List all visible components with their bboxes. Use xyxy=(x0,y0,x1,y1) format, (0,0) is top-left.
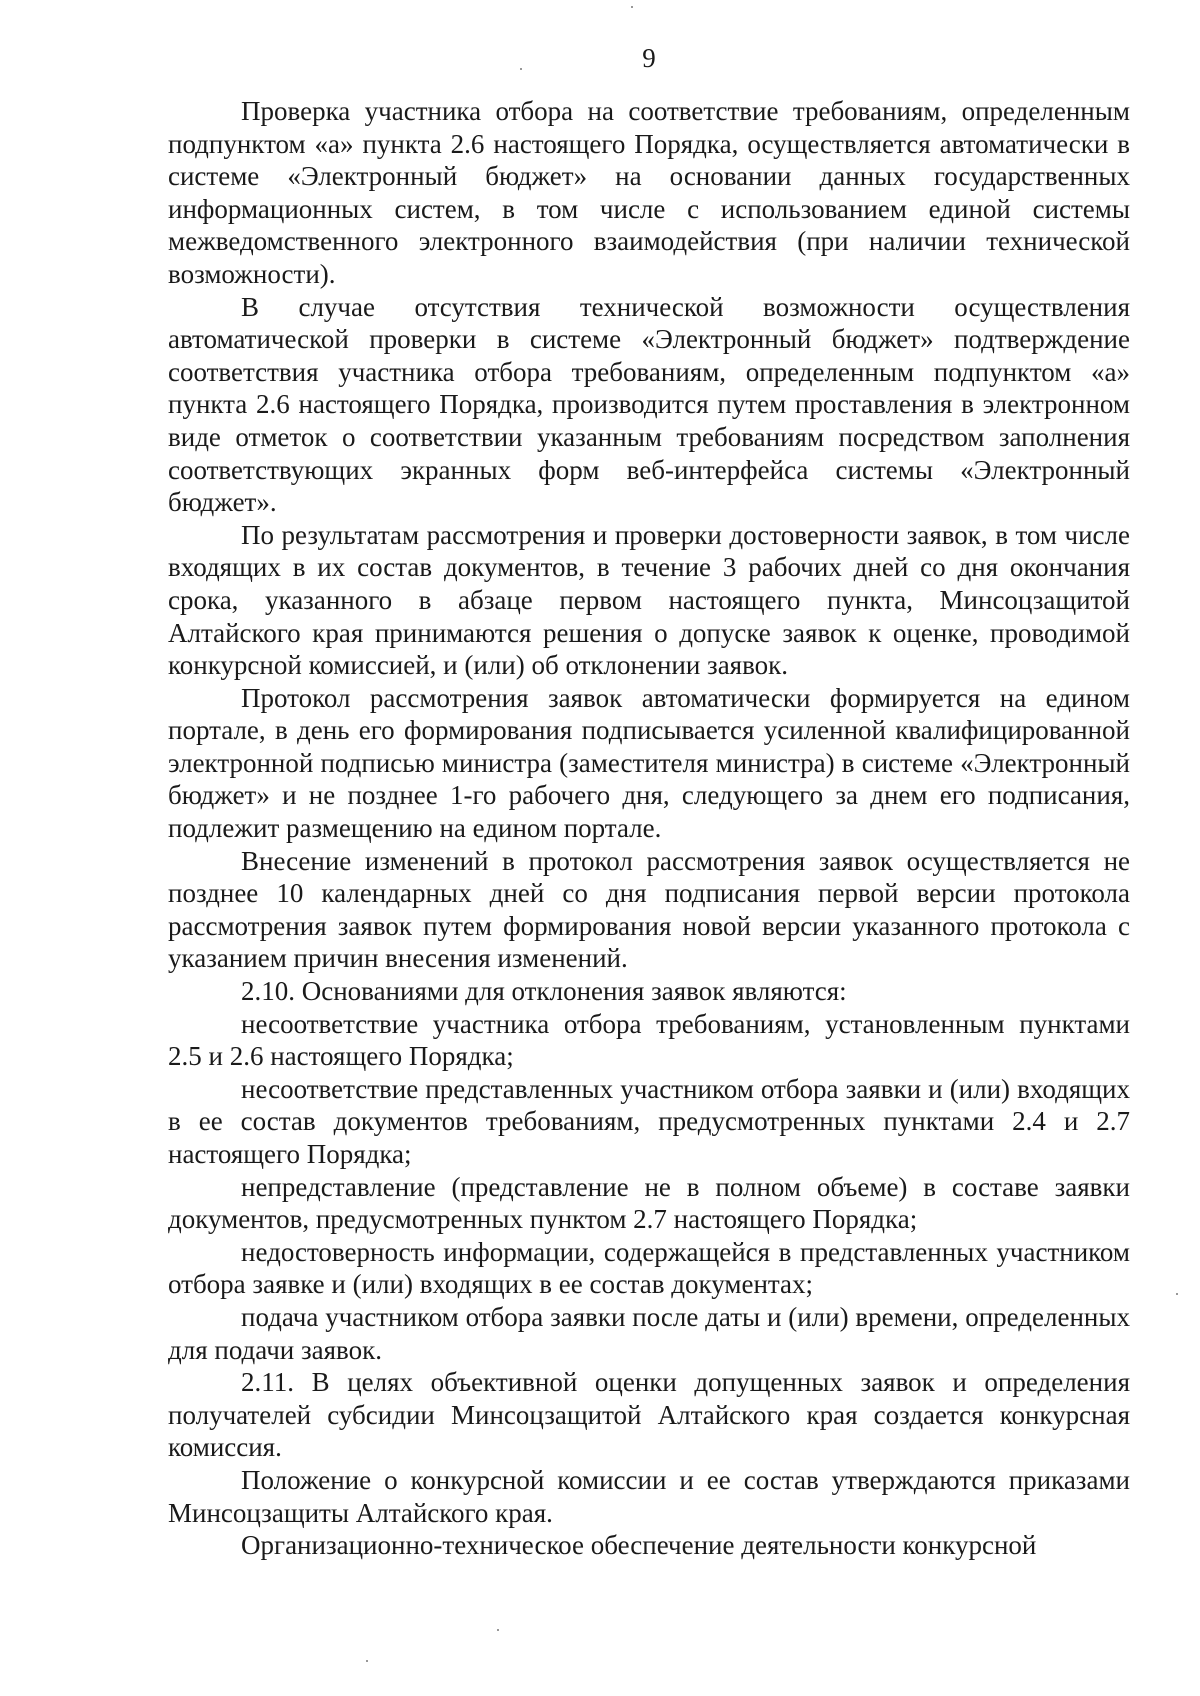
scan-speck xyxy=(497,1629,499,1631)
paragraph: Протокол рассмотрения заявок автоматически формируется на едином портале, в день его формирования подписывается усиленной квалифицированной электронной подписью министра (заместителя министра) в системе «Электронный бюджет» и не позднее 1-го рабочего дня, следующего за днем его подписания, подлежит размещению на едином портале. xyxy=(168,682,1130,844)
document-page xyxy=(168,0,1130,1696)
paragraph: В случае отсутствия технической возможности осуществления автоматической проверки в системе «Электронный бюджет» подтверждение соответствия участника отбора требованиям, определенным подпунктом «а» пункта 2.6 настоящего Порядка, производится путем проставления в электронном виде отметок о соответствии указанным требованиям посредством заполнения соответствующих экранных форм веб-интерфейса системы «Электронный бюджет». xyxy=(168,291,1130,518)
rejection-reason-item: несоответствие представленных участником отбора заявки и (или) входящих в ее состав документов требованиям, предусмотренных пунктами 2.4 и 2.7 настоящего Порядка; xyxy=(168,1073,1130,1169)
paragraph: Внесение изменений в протокол рассмотрения заявок осуществляется не позднее 10 календарных дней со дня подписания первой версии протокола рассмотрения заявок путем формирования новой версии указанного протокола с указанием причин внесения изменений. xyxy=(168,845,1130,974)
paragraph: Проверка участника отбора на соответствие требованиям, определенным подпунктом «а» пункта 2.6 настоящего Порядка, осуществляется автоматически в системе «Электронный бюджет» на основании данных государственных информационных систем, в том числе с использованием единой системы межведомственного электронного взаимодействия (при наличии технической возможности). xyxy=(168,96,1130,289)
rejection-reason-item: непредставление (представление не в полном объеме) в составе заявки документов, предусмотренных пунктом 2.7 настоящего Порядка; xyxy=(168,1171,1130,1235)
rejection-reason-item: недостоверность информации, содержащейся в представленных участником отбора заявке и (или) входящих в ее состав документах; xyxy=(168,1236,1130,1300)
scan-speck xyxy=(520,68,522,70)
page-number: 9 xyxy=(642,43,656,73)
rejection-reason-item: несоответствие участника отбора требованиям, установленным пунктами 2.5 и 2.6 настоящего Порядка; xyxy=(168,1008,1130,1072)
rejection-reason-item: подача участником отбора заявки после даты и (или) времени, определенных для подачи заявок. xyxy=(168,1301,1130,1365)
scan-speck xyxy=(1176,1293,1178,1295)
paragraph: Положение о конкурсной комиссии и ее состав утверждаются приказами Минсоцзащиты Алтайского края. xyxy=(168,1464,1130,1528)
document-body xyxy=(168,95,1130,1562)
section-heading-2-10: 2.10. Основаниями для отклонения заявок являются: xyxy=(241,976,847,1007)
paragraph-continued: Организационно-техническое обеспечение деятельности конкурсной xyxy=(241,1530,1037,1561)
scan-speck xyxy=(366,1660,368,1662)
section-heading-2-11: 2.11. В целях объективной оценки допущенных заявок и определения получателей субсидии Минсоцзащитой Алтайского края создается конкурсная комиссия. xyxy=(168,1367,1130,1463)
paragraph: По результатам рассмотрения и проверки достоверности заявок, в том числе входящих в их состав документов, в течение 3 рабочих дней со дня окончания срока, указанного в абзаце первом настоящего пункта, Минсоцзащитой Алтайского края принимаются решения о допуске заявок к оценке, проводимой конкурсной комиссией, и (или) об отклонении заявок. xyxy=(168,519,1130,681)
scan-speck xyxy=(631,6,633,8)
